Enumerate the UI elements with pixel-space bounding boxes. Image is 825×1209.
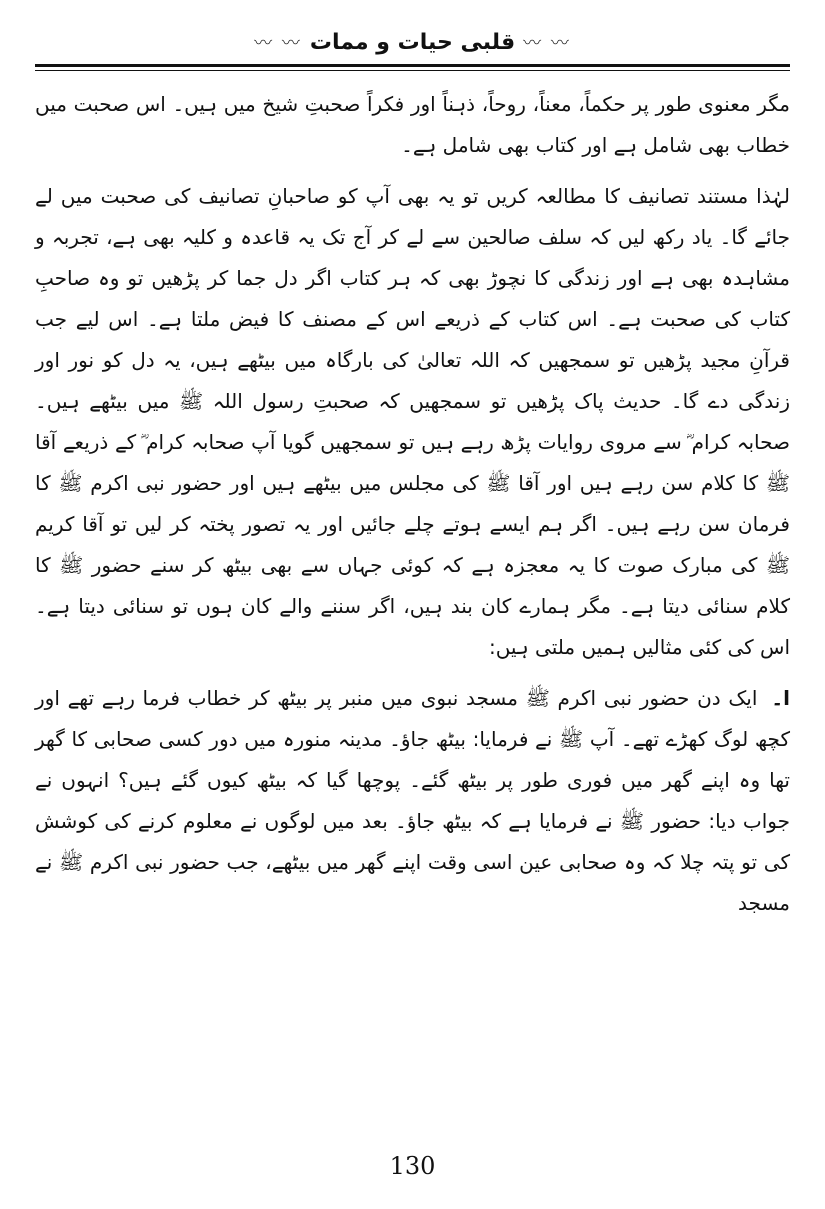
header-title: قلبی حیات و ممات (309, 29, 516, 55)
numbered-item (35, 678, 790, 924)
item-text: ایک دن حضور نبی اکرم ﷺ مسجد نبوی میں منبر پر بیٹھ کر خطاب فرما رہے تھے اور کچھ لوگ کھڑے تھے۔ آپ ﷺ نے فرمایا: بیٹھ جاؤ۔ مدینہ منورہ میں دور کسی صحابی کا گھر تھا وہ اپنے گھر میں فوری طور پر بیٹھ گئے۔ پوچھا گیا کہ بیٹھ کیوں گئے ہیں؟ انہوں نے جواب دیا: حضور ﷺ نے فرمایا ہے کہ بیٹھ جاؤ۔ بعد میں لوگوں نے معلوم کرنے کی کوشش کی تو پتہ چلا کہ وہ صحابی عین اسی وقت اپنے گھر میں بیٹھے، جب حضور نبی اکرم ﷺ نے مسجد (35, 686, 790, 915)
paragraph: لہٰذا مستند تصانیف کا مطالعہ کریں تو یہ بھی آپ کو صاحبانِ تصانیف کی صحبت میں لے جائے گا۔ یاد رکھ لیں کہ سلف صالحین سے لے کر آج تک یہ قاعدہ و کلیہ بھی ہے، تجربہ و مشاہدہ بھی ہے اور زندگی کا نچوڑ بھی کہ ہر کتاب اگر دل جما کر پڑھیں تو وہ صاحبِ کتاب کی صحبت ہے۔ اس کتاب کے ذریعے اس کے مصنف کا فیض ملتا ہے۔ اس لیے جب قرآنِ مجید پڑھیں تو سمجھیں کہ اللہ تعالیٰ کی بارگاہ میں بیٹھے ہیں، یہ دل کو نور اور زندگی دے گا۔ حدیث پاک پڑھیں تو سمجھیں کہ صحبتِ رسول اللہ ﷺ میں بیٹھے ہیں۔ صحابہ کرام ؓ سے مروی روایات پڑھ رہے ہیں تو سمجھیں گویا آپ صحابہ کرام ؓ کے ذریعے آقا ﷺ کا کلام سن رہے ہیں اور آقا ﷺ کی مجلس میں بیٹھے ہیں اور حضور نبی اکرم ﷺ کا فرمان سن رہے ہیں۔ اگر ہم ایسے ہوتے چلے جائیں اور یہ تصور پختہ کر لیں تو آقا کریم ﷺ کی مبارک صوت کا یہ معجزہ ہے کہ کوئی جہاں سے بھی بیٹھ کر سنے حضور ﷺ کا کلام سنائی دیتا ہے۔ مگر ہمارے کان بند ہیں، اگر سننے والے کان ہوں تو سنائی دیتا ہے۔ اس کی کئی مثالیں ہمیں ملتی ہیں: (35, 184, 790, 659)
page-number: 130 (389, 1152, 436, 1180)
item-number: ا۔ (771, 686, 790, 710)
header-rule-thin (35, 70, 790, 71)
ornament-left: 〰 〰 (254, 33, 302, 54)
running-header (35, 22, 790, 62)
paragraph: مگر معنوی طور پر حکماً، معناً، روحاً، ذہناً اور فکراً صحبتِ شیخ میں ہیں۔ اس صحبت میں خطاب بھی شامل ہے اور کتاب بھی شامل ہے۔ (35, 92, 790, 157)
header-rule-thick (35, 64, 790, 67)
page-body (35, 84, 790, 934)
ornament-right: 〰 〰 (523, 33, 571, 54)
